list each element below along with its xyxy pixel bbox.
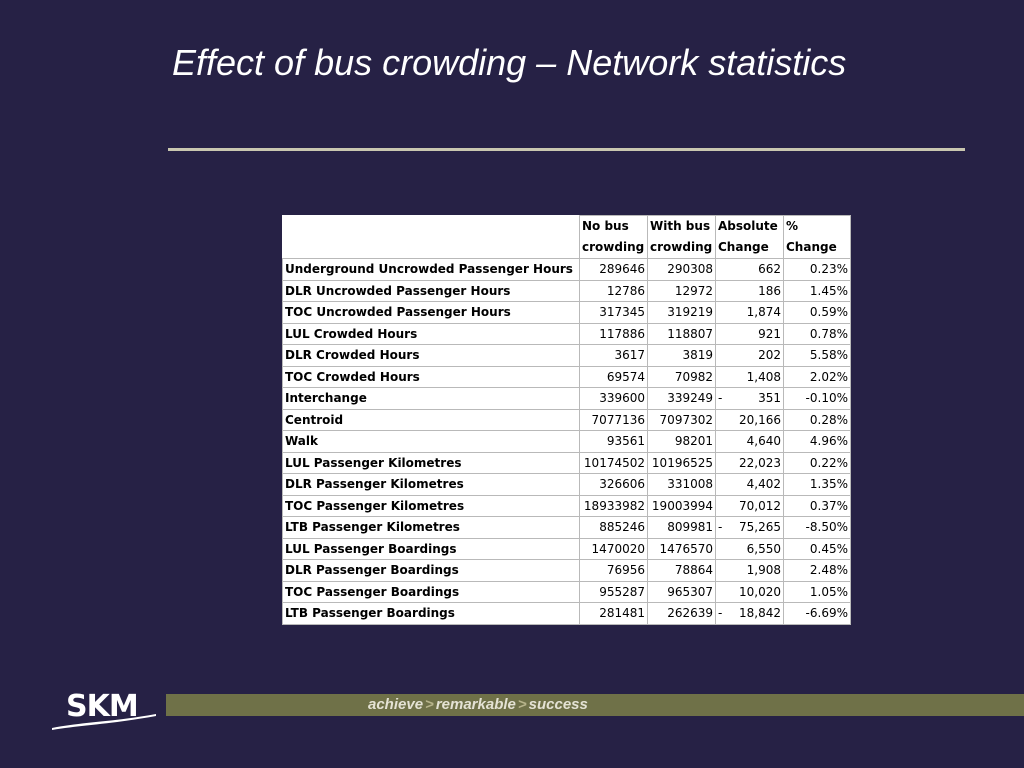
with-bus-value: 7097302 bbox=[648, 409, 716, 431]
row-label: LUL Passenger Boardings bbox=[283, 538, 580, 560]
absolute-change-cell bbox=[716, 345, 784, 367]
absolute-change-cell bbox=[716, 259, 784, 281]
absolute-change-value: 10,020 bbox=[739, 584, 781, 599]
with-bus-value: 12972 bbox=[648, 280, 716, 302]
no-bus-value: 76956 bbox=[580, 560, 648, 582]
with-bus-value: 19003994 bbox=[648, 495, 716, 517]
negative-sign: - bbox=[718, 606, 723, 621]
absolute-change-value: 4,402 bbox=[746, 477, 781, 492]
tagline-word: achieve bbox=[368, 696, 424, 713]
table-row bbox=[283, 452, 851, 474]
percent-change-value: 1.35% bbox=[784, 474, 851, 496]
row-label: LTB Passenger Kilometres bbox=[283, 517, 580, 539]
no-bus-value: 3617 bbox=[580, 345, 648, 367]
row-label: TOC Uncrowded Passenger Hours bbox=[283, 302, 580, 324]
skm-logo: SKM bbox=[66, 689, 138, 724]
table-row bbox=[283, 431, 851, 453]
absolute-change-value: 1,908 bbox=[746, 563, 781, 578]
no-bus-value: 1470020 bbox=[580, 538, 648, 560]
table-row bbox=[283, 323, 851, 345]
with-bus-value: 339249 bbox=[648, 388, 716, 410]
network-statistics-table bbox=[282, 215, 851, 625]
absolute-change-value: 921 bbox=[758, 326, 781, 341]
absolute-change-cell bbox=[716, 560, 784, 582]
absolute-change-value: 1,408 bbox=[746, 369, 781, 384]
percent-change-value: -0.10% bbox=[784, 388, 851, 410]
absolute-change-cell bbox=[716, 409, 784, 431]
absolute-change-cell bbox=[716, 495, 784, 517]
footer-bar bbox=[166, 694, 1024, 716]
slide-title: Effect of bus crowding – Network statistics bbox=[172, 42, 847, 83]
percent-change-value: 1.45% bbox=[784, 280, 851, 302]
tagline-separator: > bbox=[425, 696, 434, 713]
no-bus-value: 281481 bbox=[580, 603, 648, 625]
no-bus-value: 7077136 bbox=[580, 409, 648, 431]
no-bus-value: 18933982 bbox=[580, 495, 648, 517]
header-percent-change: % Change bbox=[784, 216, 851, 259]
no-bus-value: 69574 bbox=[580, 366, 648, 388]
absolute-change-value: 4,640 bbox=[746, 434, 781, 449]
percent-change-value: 0.37% bbox=[784, 495, 851, 517]
row-label: Walk bbox=[283, 431, 580, 453]
no-bus-value: 955287 bbox=[580, 581, 648, 603]
percent-change-value: 0.22% bbox=[784, 452, 851, 474]
table-row bbox=[283, 280, 851, 302]
no-bus-value: 12786 bbox=[580, 280, 648, 302]
absolute-change-value: 202 bbox=[758, 348, 781, 363]
percent-change-value: 4.96% bbox=[784, 431, 851, 453]
absolute-change-cell bbox=[716, 323, 784, 345]
tagline-word: remarkable bbox=[435, 696, 516, 713]
with-bus-value: 331008 bbox=[648, 474, 716, 496]
absolute-change-cell bbox=[716, 366, 784, 388]
no-bus-value: 326606 bbox=[580, 474, 648, 496]
row-label: TOC Crowded Hours bbox=[283, 366, 580, 388]
table-header-row bbox=[283, 216, 851, 259]
with-bus-value: 319219 bbox=[648, 302, 716, 324]
no-bus-value: 117886 bbox=[580, 323, 648, 345]
absolute-change-cell bbox=[716, 603, 784, 625]
with-bus-value: 78864 bbox=[648, 560, 716, 582]
row-label: Interchange bbox=[283, 388, 580, 410]
percent-change-value: 2.48% bbox=[784, 560, 851, 582]
row-label: DLR Passenger Boardings bbox=[283, 560, 580, 582]
percent-change-value: 0.23% bbox=[784, 259, 851, 281]
percent-change-value: 0.59% bbox=[784, 302, 851, 324]
negative-sign: - bbox=[718, 391, 723, 406]
absolute-change-value: 22,023 bbox=[739, 455, 781, 470]
with-bus-value: 290308 bbox=[648, 259, 716, 281]
absolute-change-cell bbox=[716, 302, 784, 324]
with-bus-value: 1476570 bbox=[648, 538, 716, 560]
row-label: Underground Uncrowded Passenger Hours bbox=[283, 259, 580, 281]
absolute-change-cell bbox=[716, 431, 784, 453]
table-row bbox=[283, 517, 851, 539]
no-bus-value: 339600 bbox=[580, 388, 648, 410]
with-bus-value: 3819 bbox=[648, 345, 716, 367]
row-label: LUL Crowded Hours bbox=[283, 323, 580, 345]
table-row bbox=[283, 345, 851, 367]
row-label: DLR Passenger Kilometres bbox=[283, 474, 580, 496]
row-label: LTB Passenger Boardings bbox=[283, 603, 580, 625]
table-row bbox=[283, 388, 851, 410]
percent-change-value: -8.50% bbox=[784, 517, 851, 539]
percent-change-value: 5.58% bbox=[784, 345, 851, 367]
with-bus-value: 809981 bbox=[648, 517, 716, 539]
with-bus-value: 118807 bbox=[648, 323, 716, 345]
row-label: DLR Crowded Hours bbox=[283, 345, 580, 367]
header-absolute-change: Absolute Change bbox=[716, 216, 784, 259]
with-bus-value: 965307 bbox=[648, 581, 716, 603]
absolute-change-cell bbox=[716, 388, 784, 410]
row-label: TOC Passenger Kilometres bbox=[283, 495, 580, 517]
absolute-change-value: 70,012 bbox=[739, 498, 781, 513]
tagline-separator: > bbox=[517, 696, 527, 713]
percent-change-value: 2.02% bbox=[784, 366, 851, 388]
table-row bbox=[283, 409, 851, 431]
table-row bbox=[283, 302, 851, 324]
table-row bbox=[283, 581, 851, 603]
table-row bbox=[283, 538, 851, 560]
no-bus-value: 10174502 bbox=[580, 452, 648, 474]
negative-sign: - bbox=[718, 520, 723, 535]
absolute-change-value: 351 bbox=[758, 391, 781, 406]
table-row bbox=[283, 259, 851, 281]
no-bus-value: 317345 bbox=[580, 302, 648, 324]
row-label: LUL Passenger Kilometres bbox=[283, 452, 580, 474]
percent-change-value: -6.69% bbox=[784, 603, 851, 625]
table-row bbox=[283, 495, 851, 517]
absolute-change-value: 186 bbox=[758, 283, 781, 298]
absolute-change-value: 18,842 bbox=[739, 606, 781, 621]
absolute-change-cell bbox=[716, 474, 784, 496]
absolute-change-value: 662 bbox=[758, 262, 781, 277]
percent-change-value: 1.05% bbox=[784, 581, 851, 603]
no-bus-value: 289646 bbox=[580, 259, 648, 281]
absolute-change-value: 20,166 bbox=[739, 412, 781, 427]
header-no-bus-crowding: No bus crowding bbox=[580, 216, 648, 259]
row-label: DLR Uncrowded Passenger Hours bbox=[283, 280, 580, 302]
absolute-change-cell bbox=[716, 280, 784, 302]
table-row bbox=[283, 603, 851, 625]
footer-tagline bbox=[368, 696, 588, 714]
absolute-change-value: 6,550 bbox=[746, 541, 781, 556]
absolute-change-value: 75,265 bbox=[739, 520, 781, 535]
absolute-change-cell bbox=[716, 538, 784, 560]
row-label: Centroid bbox=[283, 409, 580, 431]
with-bus-value: 70982 bbox=[648, 366, 716, 388]
absolute-change-value: 1,874 bbox=[746, 305, 781, 320]
no-bus-value: 885246 bbox=[580, 517, 648, 539]
title-divider bbox=[168, 148, 965, 151]
percent-change-value: 0.78% bbox=[784, 323, 851, 345]
no-bus-value: 93561 bbox=[580, 431, 648, 453]
table-row bbox=[283, 366, 851, 388]
absolute-change-cell bbox=[716, 452, 784, 474]
percent-change-value: 0.45% bbox=[784, 538, 851, 560]
with-bus-value: 10196525 bbox=[648, 452, 716, 474]
absolute-change-cell bbox=[716, 581, 784, 603]
table-row bbox=[283, 560, 851, 582]
row-label: TOC Passenger Boardings bbox=[283, 581, 580, 603]
percent-change-value: 0.28% bbox=[784, 409, 851, 431]
header-blank-cell bbox=[283, 216, 580, 259]
absolute-change-cell bbox=[716, 517, 784, 539]
with-bus-value: 262639 bbox=[648, 603, 716, 625]
table-row bbox=[283, 474, 851, 496]
tagline-word: success bbox=[528, 696, 588, 713]
with-bus-value: 98201 bbox=[648, 431, 716, 453]
header-with-bus-crowding: With bus crowding bbox=[648, 216, 716, 259]
